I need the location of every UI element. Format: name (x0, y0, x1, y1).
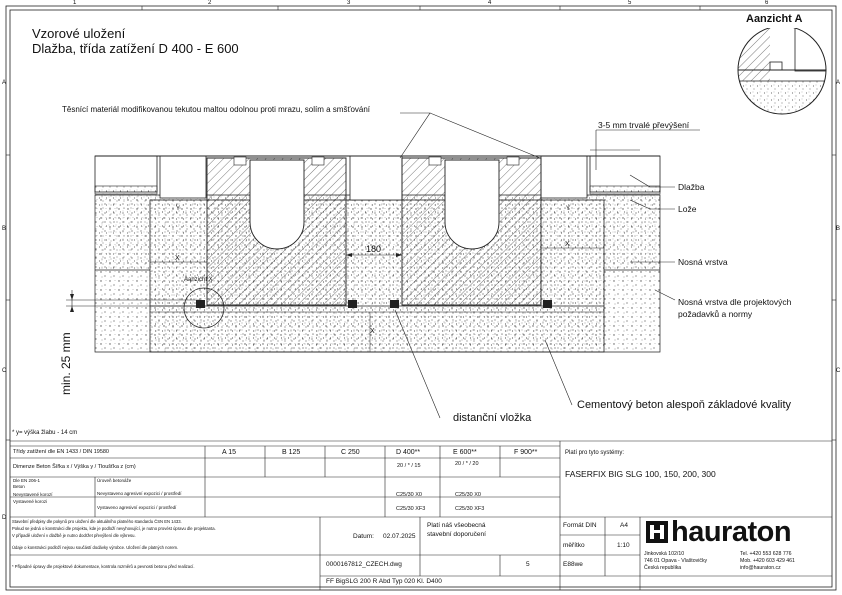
row-c2: Nevystaveno agresivní expozici / prostředí (97, 491, 182, 496)
note-2: Pokud se jedná o konstrukci dle projektu, kde je podloží nevyhovující, je nutno provést úpravu dle projektanta. (12, 526, 216, 531)
concrete-label: Cementový beton alespoň základové kvality (577, 399, 792, 411)
dimension-180: 180 (366, 244, 382, 254)
valid-note-1: Platí náš všeobecná (427, 522, 486, 529)
e600-dims: 20 / * / 20 (455, 461, 479, 467)
class-b125: B 125 (282, 449, 301, 456)
e600-xf3: C25/30 XF3 (455, 506, 485, 512)
label-bed: Lože (678, 204, 697, 214)
grid-label: 6 (765, 0, 769, 6)
load-class-header: Třídy zatížení dle EN 1433 / DIN 19580 (13, 449, 109, 455)
paving-right (541, 156, 587, 198)
revision: 5 (526, 561, 530, 568)
class-e600: E 600** (453, 449, 477, 456)
dim-y-left: Y (176, 206, 181, 212)
overhang-note: 3-5 mm trvalé převýšení (598, 120, 690, 130)
row-c: Nevystavené korozí (13, 492, 53, 497)
company-address-2: 746 01 Opava - Vlaštovičky (644, 558, 708, 564)
e600-x0: C25/30 X0 (455, 492, 481, 498)
scale-label: měřítko (563, 542, 585, 549)
grid-label: C (836, 368, 841, 374)
label-aanzicht-x: Aanzicht X (184, 277, 213, 283)
company-mob: Mob. +420 603 429 461 (740, 558, 795, 564)
class-f900: F 900** (514, 449, 538, 456)
footnote: * y= výška žlabu - 14 cm (12, 430, 78, 436)
grid-label: 3 (347, 0, 351, 6)
system-name: FASERFIX BIG SLG 100, 150, 200, 300 (565, 469, 716, 479)
paving-middle (350, 156, 402, 200)
file-name: 0000167812_CZECH.dwg (326, 561, 402, 568)
class-d400: D 400** (396, 449, 421, 456)
d400-dims: 20 / * / 15 (397, 463, 421, 469)
dim-z: X (370, 328, 375, 335)
date-label: Datum: (353, 533, 374, 540)
detail-a-label: Aanzicht A (746, 13, 803, 25)
note-4: Údaje o konstrukci podloží nejsou součástí dodávky výrobce. Uložení dle platných norem. (12, 545, 179, 550)
row-d: Vystavené korozi (13, 499, 48, 504)
d400-xf3: C25/30 XF3 (396, 506, 426, 512)
company-logo-text: hauraton (671, 516, 792, 548)
hauraton-logo-icon (646, 521, 668, 543)
channel-left-cavity (250, 160, 304, 249)
row-d2: Vystaveno agresivní expozici / prostředí (97, 505, 177, 510)
spacer-label: distanční vložka (453, 412, 532, 424)
spacer (196, 300, 205, 308)
date-value: 02.07.2025 (383, 533, 416, 540)
grid-label: 4 (488, 0, 492, 6)
grid-label: B (836, 226, 841, 232)
title-line-1: Vzorové uložení (32, 26, 126, 41)
format-label: Formát DIN (563, 522, 597, 529)
drawing-id: FF BigSLG 200 R Abd Typ 020 Kl. D400 (326, 578, 442, 585)
grid-label: 1 (73, 0, 77, 6)
class-a15: A 15 (222, 449, 237, 456)
company-email[interactable]: info@hauraton.cz (740, 565, 781, 571)
d400-x0: C25/30 X0 (396, 492, 422, 498)
company-address-1: Jinkovská 102/10 (644, 551, 685, 557)
dims-label: Dimenze Beton Šířka x / Výška y / Tloušťka z (cm) (13, 464, 136, 470)
note-3: V případě uložení v dlažbě je nutno dodržet převýšení dle výkresu. (12, 533, 136, 538)
row-b: Úroveň betonáže (97, 478, 132, 483)
scale-value: 1:10 (617, 542, 630, 549)
row-a2: Beton (13, 484, 25, 489)
grid-label: 5 (628, 0, 632, 6)
revision-2: E88we (563, 561, 583, 568)
min-25-label: min. 25 mm (59, 332, 73, 395)
grid-label: A (2, 80, 7, 86)
label-base: Nosná vrstva (678, 257, 728, 267)
valid-for-label: Platí pro tyto systémy: (565, 450, 625, 456)
channel-right-cavity (445, 160, 499, 249)
dim-x-right: X (565, 241, 570, 248)
label-paving: Dlažba (678, 182, 705, 192)
grid-label: C (2, 368, 7, 374)
row-a: Dle EN 206-1 (13, 478, 41, 483)
dim-x-left: X (175, 255, 180, 262)
grid-label: B (2, 226, 7, 232)
sealant-note: Těsnící materiál modifikovanou tekutou maltou odolnou proti mrazu, solím a smšťování (62, 105, 371, 114)
class-c250: C 250 (341, 449, 360, 456)
grid-label: A (836, 80, 841, 86)
grid-label: D (2, 515, 7, 521)
note-1: Stavební předpisy dle pokynů pro uložení dle aktuálního platného standardu ČSN EN 1433. (12, 519, 182, 524)
label-subbase-2: požadavků a normy (678, 309, 753, 319)
grid-label: 2 (208, 0, 212, 6)
dim-y-right: Y (566, 206, 571, 212)
detail-a (738, 12, 835, 121)
label-subbase: Nosná vrstva dle projektových (678, 297, 792, 307)
title-line-2: Dlažba, třída zatížení D 400 - E 600 (32, 41, 239, 56)
note-5: * Případné úpravy dle projektové dokumentace, kontrola rozměrů a pevnosti betonu před realizací. (12, 564, 195, 569)
company-tel: Tel. +420 553 628 776 (740, 551, 792, 557)
format-value: A4 (620, 522, 628, 529)
company-address-3: Česká republika (644, 565, 682, 571)
valid-note-2: stavební doporučení (427, 531, 486, 538)
